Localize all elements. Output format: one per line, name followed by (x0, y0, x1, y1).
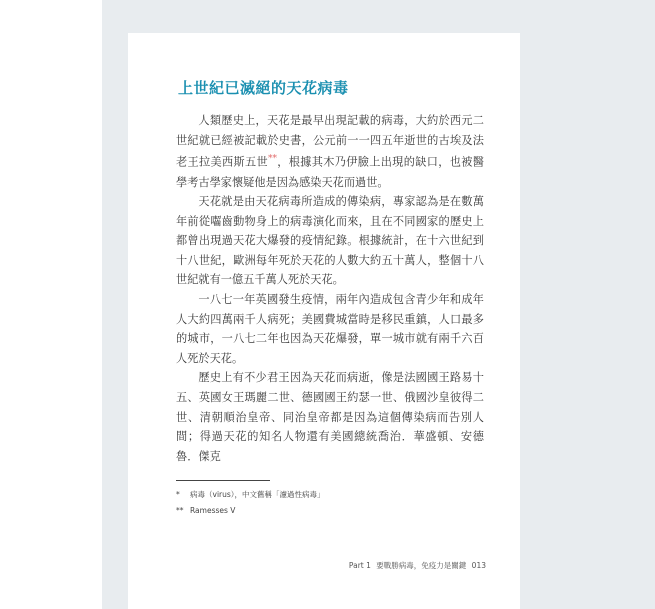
footnote-divider (176, 480, 270, 481)
paragraph-3: 一八七一年英國發生疫情，兩年內造成包含青少年和成年人大約四萬兩千人病死；美國費城當時是移民重鎮，人口最多的城市，一八七二年也因為天花爆發，單一城市就有兩千六百人死於天花。 (176, 293, 484, 365)
footnote-2-marker: ** (176, 506, 184, 515)
paragraph-4: 歷史上有不少君王因為天花而病逝，像是法國國王路易十五、英國女王瑪麗二世、德國國王約瑟一世、俄國沙皇彼得二世、清朝順治皇帝、同治皇帝都是因為這個傳染病而告別人間；得過天花的知名人物還有美國總統喬治．華盛頓、安德魯．傑克 (176, 371, 484, 463)
footer-page-number: 013 (471, 561, 486, 570)
page-footer (346, 560, 486, 571)
paragraph-1-text-a: 人類歷史上，天花是最早出現記載的病毒，大約於西元二世紀就已經被記載於史書，公元前一一四五年逝世的古埃及法老王拉美西斯五世 (176, 114, 484, 169)
book-page (128, 33, 520, 609)
section-title: 上世紀已滅絕的天花病毒 (178, 79, 349, 97)
footnote-1 (176, 489, 325, 500)
footer-part: Part 1 (348, 561, 371, 570)
body-text (176, 111, 484, 466)
footnote-2-text: Ramesses V (190, 506, 236, 515)
paragraph-1-text-b: ，根據其木乃伊臉上出現的缺口，也被醫學考古學家懷疑他是因為感染天花而過世。 (176, 155, 484, 189)
footnote-1-marker: * (176, 490, 180, 499)
footnote-1-text: 病毒（virus），中文舊稱「濾過性病毒」 (190, 490, 325, 499)
paragraph-1 (176, 111, 484, 192)
paragraph-2: 天花就是由天花病毒所造成的傳染病，專家認為是在數萬年前從囓齒動物身上的病毒演化而來，且在不同國家的歷史上都曾出現過天花大爆發的疫情紀錄。根據統計，在十六世紀到十八世紀，歐洲每年死於天花的人數大約五十萬人，整個十八世紀就有一億五千萬人死於天花。 (176, 195, 484, 287)
footnote-marker: ** (268, 154, 277, 165)
footnote-2 (176, 506, 235, 515)
footer-section: 要戰勝病毒，免疫力是關鍵 (376, 561, 467, 570)
